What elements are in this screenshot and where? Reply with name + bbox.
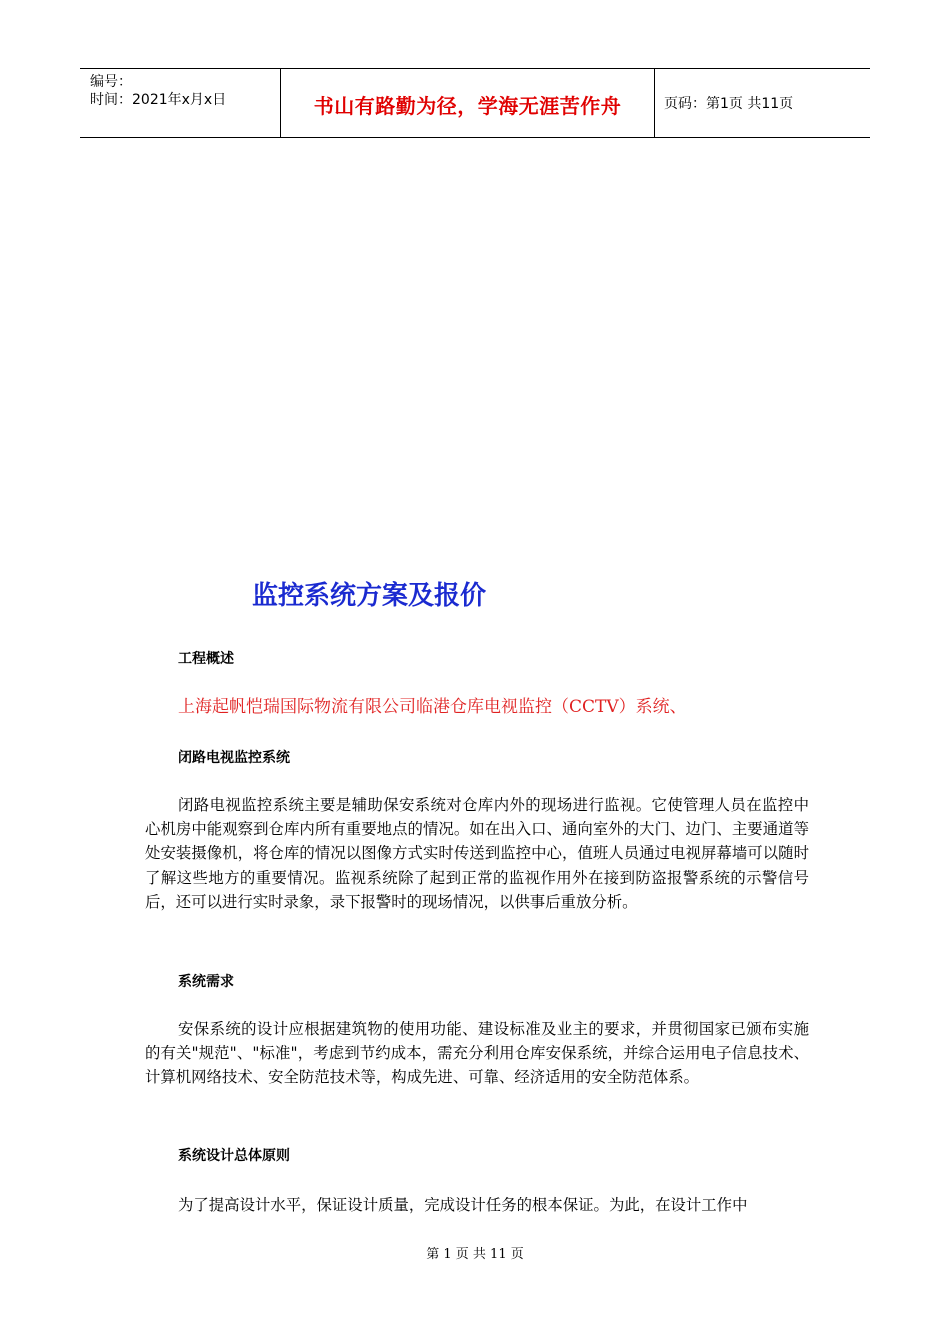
cctv-paragraph: 闭路电视监控系统主要是辅助保安系统对仓库内外的现场进行监视。它使管理人员在监控中心机房中能观察到仓库内所有重要地点的情况。如在出入口、通向室外的大门、边门、主要通道等处安装摄像机，将仓库的情况以图像方式实时传送到监控中心，值班人员通过电视屏幕墙可以随时了解这些地方的重要情况。监视系统除了起到正常的监视作用外在接到防盗报警系统的示警信号后，还可以进行实时录象，录下报警时的现场情况，以供事后重放分析。 bbox=[145, 796, 809, 911]
section-heading-cctv: 闭路电视监控系统 bbox=[178, 750, 290, 766]
section-heading-requirements: 系统需求 bbox=[178, 974, 234, 990]
project-name-line: 上海起帆恺瑞国际物流有限公司临港仓库电视监控（CCTV）系统、 bbox=[178, 697, 687, 717]
section-heading-overview: 工程概述 bbox=[178, 651, 234, 667]
header-meta bbox=[80, 69, 281, 137]
principles-paragraph: 为了提高设计水平，保证设计质量，完成设计任务的根本保证。为此，在设计工作中 bbox=[178, 1196, 748, 1214]
document-title: 监控系统方案及报价 bbox=[252, 581, 487, 611]
requirements-paragraph: 安保系统的设计应根据建筑物的使用功能、建设标准及业主的要求，并贯彻国家已颁布实施的有关"规范"、"标准"，考虑到节约成本，需充分利用仓库安保系统，并综合运用电子信息技术、计算机网络技术、安全防范技术等，构成先进、可靠、经济适用的安全防范体系。 bbox=[145, 1020, 809, 1087]
document-date: 时间：2021年x月x日 bbox=[90, 92, 227, 108]
document-number-label: 编号： bbox=[90, 74, 132, 90]
header-page-info: 页码：第1页 共11页 bbox=[664, 96, 794, 112]
page-footer: 第 1 页 共 11 页 bbox=[426, 1247, 524, 1262]
header-motto: 书山有路勤为径，学海无涯苦作舟 bbox=[281, 69, 655, 137]
section-heading-principles: 系统设计总体原则 bbox=[178, 1148, 290, 1164]
page-header bbox=[80, 68, 870, 138]
